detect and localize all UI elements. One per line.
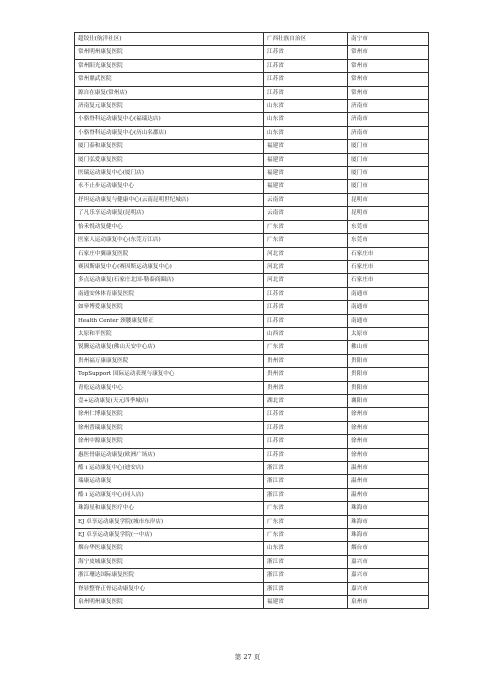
province-cell: 江苏省 <box>264 73 348 86</box>
table-row <box>75 33 429 46</box>
province-cell: 河北省 <box>264 274 348 287</box>
city-cell: 温州市 <box>348 462 429 475</box>
city-cell: 常州市 <box>348 46 429 59</box>
city-cell: 常州市 <box>348 73 429 86</box>
table-row <box>75 234 429 247</box>
province-cell: 贵州省 <box>264 368 348 381</box>
table-row <box>75 113 429 126</box>
province-cell: 江苏省 <box>264 314 348 327</box>
institution-name-cell: 徐州中源康复医院 <box>75 435 264 448</box>
institution-name-cell: Health Center 颈腰康复矫正 <box>75 314 264 327</box>
institution-name-cell: TopSupport 国际运动表现与康复中心 <box>75 368 264 381</box>
table-row <box>75 448 429 461</box>
table-row <box>75 421 429 434</box>
institution-name-cell: 徐州普瑞康复医院 <box>75 421 264 434</box>
institution-name-cell: 浙江珊达国际康复医院 <box>75 569 264 582</box>
page-number: 第 27 页 <box>234 653 261 661</box>
table-row <box>75 260 429 273</box>
table-row <box>75 596 429 609</box>
table-row <box>75 502 429 515</box>
table-row <box>75 381 429 394</box>
city-cell: 徐州市 <box>348 421 429 434</box>
city-cell: 济南市 <box>348 113 429 126</box>
institution-name-cell: 海宁皮城康复医院 <box>75 555 264 568</box>
city-cell: 泉州市 <box>348 596 429 609</box>
city-cell: 贵阳市 <box>348 368 429 381</box>
city-cell: 襄阳市 <box>348 394 429 407</box>
province-cell: 浙江省 <box>264 582 348 595</box>
institution-name-cell: 医瑞运动康复中心(厦门店) <box>75 167 264 180</box>
table-row <box>75 153 429 166</box>
institution-name-cell: 瑞康运动康复 <box>75 475 264 488</box>
province-cell: 福建省 <box>264 167 348 180</box>
institution-name-cell: 了凡乐享运动康复(昆明店) <box>75 207 264 220</box>
province-cell: 贵州省 <box>264 354 348 367</box>
institution-name-cell: 脊显整脊正骨运动康复中心 <box>75 582 264 595</box>
city-cell: 石家庄市 <box>348 247 429 260</box>
city-cell: 贵阳市 <box>348 381 429 394</box>
institution-name-cell: 常州鼎武医院 <box>75 73 264 86</box>
table-row <box>75 220 429 233</box>
province-cell: 河北省 <box>264 247 348 260</box>
city-cell: 太原市 <box>348 327 429 340</box>
city-cell: 厦门市 <box>348 167 429 180</box>
city-cell: 珠海市 <box>348 515 429 528</box>
table-row <box>75 582 429 595</box>
city-cell: 济南市 <box>348 126 429 139</box>
province-cell: 福建省 <box>264 140 348 153</box>
province-cell: 浙江省 <box>264 475 348 488</box>
table-row <box>75 140 429 153</box>
institution-name-cell: 南通安休体育康复医院 <box>75 287 264 300</box>
city-cell: 南通市 <box>348 301 429 314</box>
city-cell: 贵阳市 <box>348 354 429 367</box>
province-cell: 云南省 <box>264 207 348 220</box>
province-cell: 江苏省 <box>264 435 348 448</box>
province-cell: 广西壮族自治区 <box>264 33 348 46</box>
table-row <box>75 515 429 528</box>
institution-name-cell: 怡禾悦动复健中心 <box>75 220 264 233</box>
province-cell: 江苏省 <box>264 287 348 300</box>
institution-name-cell: 小骆脊科运动康复中心(福瑞达店) <box>75 113 264 126</box>
table-row <box>75 475 429 488</box>
province-cell: 云南省 <box>264 193 348 206</box>
city-cell: 东莞市 <box>348 234 429 247</box>
province-cell: 浙江省 <box>264 462 348 475</box>
province-cell: 江苏省 <box>264 301 348 314</box>
institution-name-cell: 惠医骨康运动康复(欧洲广场店) <box>75 448 264 461</box>
province-cell: 浙江省 <box>264 488 348 501</box>
institution-name-cell: 厦门泰和康复医院 <box>75 140 264 153</box>
city-cell: 嘉兴市 <box>348 555 429 568</box>
table-row <box>75 247 429 260</box>
institution-table-container <box>74 32 428 609</box>
table-row <box>75 167 429 180</box>
province-cell: 江苏省 <box>264 421 348 434</box>
city-cell: 温州市 <box>348 488 429 501</box>
city-cell: 珠海市 <box>348 529 429 542</box>
institution-name-cell: EJ 卓享运动康复学院(一中店) <box>75 529 264 542</box>
table-row <box>75 341 429 354</box>
institution-name-cell: 贵州福万康康复医院 <box>75 354 264 367</box>
table-row <box>75 529 429 542</box>
table-row <box>75 86 429 99</box>
province-cell: 河北省 <box>264 260 348 273</box>
province-cell: 广东省 <box>264 341 348 354</box>
city-cell: 温州市 <box>348 475 429 488</box>
city-cell: 常州市 <box>348 86 429 99</box>
province-cell: 山东省 <box>264 542 348 555</box>
institution-name-cell: 徐州仁博康复医院 <box>75 408 264 421</box>
table-row <box>75 287 429 300</box>
city-cell: 徐州市 <box>348 408 429 421</box>
city-cell: 徐州市 <box>348 435 429 448</box>
institution-name-cell: 壹+运动康复(天元四季城店) <box>75 394 264 407</box>
table-row <box>75 462 429 475</box>
table-row <box>75 126 429 139</box>
institution-name-cell: 泉州明州康复医院 <box>75 596 264 609</box>
province-cell: 湖北省 <box>264 394 348 407</box>
city-cell: 南宁市 <box>348 33 429 46</box>
city-cell: 徐州市 <box>348 448 429 461</box>
table-row <box>75 59 429 72</box>
institution-name-cell: 济南复元康复医院 <box>75 100 264 113</box>
institution-name-cell: 小骆脊科运动康复中心(历山名郡店) <box>75 126 264 139</box>
city-cell: 南通市 <box>348 287 429 300</box>
institution-name-cell: 酷 i 运动康复中心(迪安店) <box>75 462 264 475</box>
city-cell: 厦门市 <box>348 140 429 153</box>
city-cell: 嘉兴市 <box>348 582 429 595</box>
city-cell: 昆明市 <box>348 193 429 206</box>
city-cell: 烟台市 <box>348 542 429 555</box>
table-row <box>75 327 429 340</box>
province-cell: 福建省 <box>264 180 348 193</box>
table-row <box>75 408 429 421</box>
province-cell: 江苏省 <box>264 408 348 421</box>
institution-table <box>74 32 429 609</box>
province-cell: 山东省 <box>264 113 348 126</box>
province-cell: 江苏省 <box>264 448 348 461</box>
table-row <box>75 73 429 86</box>
institution-name-cell: 医家人运动康复中心(东莞万江店) <box>75 234 264 247</box>
city-cell: 厦门市 <box>348 180 429 193</box>
city-cell: 石家庄市 <box>348 260 429 273</box>
table-row <box>75 314 429 327</box>
institution-name-cell: 青松运动康复中心 <box>75 381 264 394</box>
province-cell: 福建省 <box>264 153 348 166</box>
institution-name-cell: 石家庄中翼康复医院 <box>75 247 264 260</box>
table-row <box>75 274 429 287</box>
institution-name-cell: 抒坦运动康复与健康中心(云南昆明世纪城店) <box>75 193 264 206</box>
table-row <box>75 569 429 582</box>
province-cell: 浙江省 <box>264 569 348 582</box>
table-row <box>75 354 429 367</box>
city-cell: 常州市 <box>348 59 429 72</box>
institution-name-cell: EJ 卓享运动康复学院(城市东岸店) <box>75 515 264 528</box>
city-cell: 济南市 <box>348 100 429 113</box>
institution-name-cell: 厦门弘爱康复医院 <box>75 153 264 166</box>
table-row <box>75 100 429 113</box>
table-row <box>75 542 429 555</box>
table-row <box>75 193 429 206</box>
institution-name-cell: 锐腾运动康复(佛山天安中心店) <box>75 341 264 354</box>
table-row <box>75 207 429 220</box>
institution-name-cell: 多点运动康复(石家庄北国-勒泰商圈店) <box>75 274 264 287</box>
institution-name-cell: 常州阳光康复医院 <box>75 59 264 72</box>
table-row <box>75 301 429 314</box>
institution-name-cell: 超铰仕(航洋社区) <box>75 33 264 46</box>
table-row <box>75 488 429 501</box>
institution-table-body <box>75 33 429 609</box>
province-cell: 山东省 <box>264 100 348 113</box>
province-cell: 贵州省 <box>264 381 348 394</box>
city-cell: 东莞市 <box>348 220 429 233</box>
province-cell: 福建省 <box>264 596 348 609</box>
province-cell: 山东省 <box>264 126 348 139</box>
city-cell: 嘉兴市 <box>348 569 429 582</box>
province-cell: 广东省 <box>264 234 348 247</box>
province-cell: 广东省 <box>264 502 348 515</box>
city-cell: 昆明市 <box>348 207 429 220</box>
province-cell: 江苏省 <box>264 86 348 99</box>
table-row <box>75 555 429 568</box>
province-cell: 广东省 <box>264 529 348 542</box>
city-cell: 佛山市 <box>348 341 429 354</box>
table-row <box>75 435 429 448</box>
institution-name-cell: 珠海星和康复医疗中心 <box>75 502 264 515</box>
institution-name-cell: 酷 i 运动康复中心(同人店) <box>75 488 264 501</box>
institution-name-cell: 常州明州康复医院 <box>75 46 264 59</box>
institution-name-cell: 永不止步运动康复中心 <box>75 180 264 193</box>
province-cell: 广东省 <box>264 220 348 233</box>
city-cell: 珠海市 <box>348 502 429 515</box>
institution-name-cell: 太原和平医院 <box>75 327 264 340</box>
province-cell: 江苏省 <box>264 59 348 72</box>
province-cell: 山西省 <box>264 327 348 340</box>
institution-name-cell: 赛因斯康复中心(赛因斯运动康复中心) <box>75 260 264 273</box>
province-cell: 江苏省 <box>264 46 348 59</box>
institution-name-cell: 源自在康复(常州店) <box>75 86 264 99</box>
city-cell: 石家庄市 <box>348 274 429 287</box>
table-row <box>75 180 429 193</box>
province-cell: 广东省 <box>264 515 348 528</box>
table-row <box>75 46 429 59</box>
province-cell: 浙江省 <box>264 555 348 568</box>
city-cell: 南通市 <box>348 314 429 327</box>
institution-name-cell: 如皋博爱康复医院 <box>75 301 264 314</box>
institution-name-cell: 烟台华医康复医院 <box>75 542 264 555</box>
city-cell: 厦门市 <box>348 153 429 166</box>
table-row <box>75 368 429 381</box>
table-row <box>75 394 429 407</box>
